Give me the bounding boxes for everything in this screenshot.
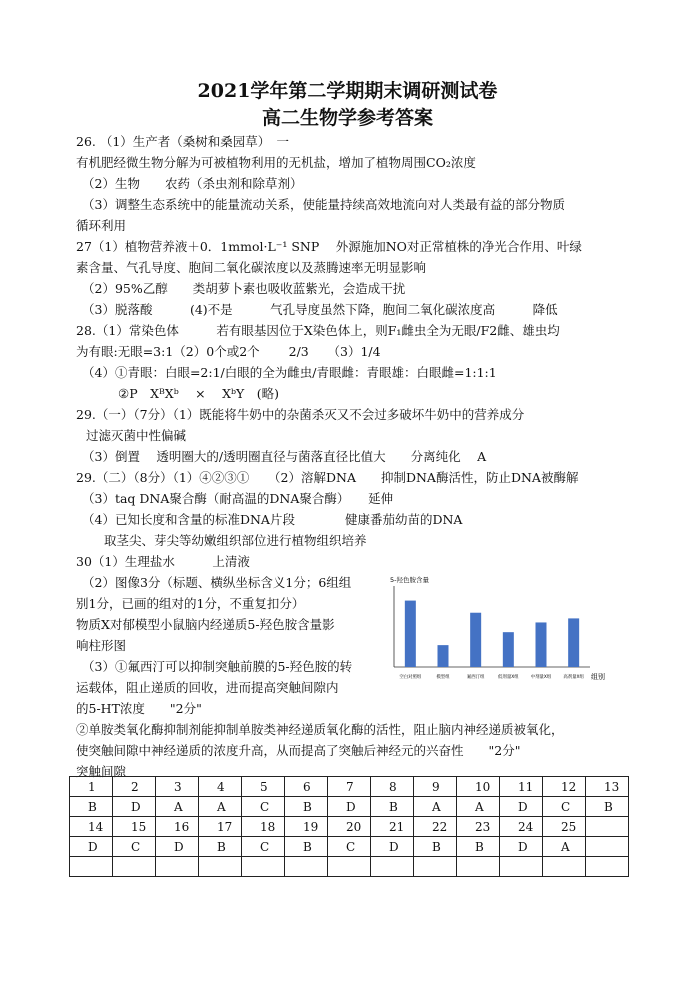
answer-cell: D <box>328 797 371 817</box>
question-number-cell: 11 <box>500 777 543 797</box>
empty-cell <box>199 857 242 877</box>
question-number-cell: 23 <box>457 817 500 837</box>
page-subtitle: 高二生物学参考答案 <box>261 107 433 129</box>
answer-cell: B <box>70 797 113 817</box>
text-line: 物质X对郁模型小鼠脑内经递质5-羟色胺含量影 <box>76 617 335 632</box>
answer-cell: D <box>70 837 113 857</box>
tick-label-0: 空白对照组 <box>399 675 422 680</box>
answer-cell: B <box>285 837 328 857</box>
text-line: 26. （1）生产者（桑树和桑园草） 一 <box>76 134 290 149</box>
answer-cell: B <box>371 797 414 817</box>
question-number-cell: 1 <box>70 777 113 797</box>
question-number-cell: 16 <box>156 817 199 837</box>
empty-cell <box>371 857 414 877</box>
text-line: 素含量、气孔导度、胞间二氧化碳浓度以及蒸腾速率无明显影响 <box>76 260 427 275</box>
question-number-cell: 25 <box>543 817 586 837</box>
question-number-cell: 14 <box>70 817 113 837</box>
bar-2 <box>470 613 481 667</box>
text-line: ②P XᴮXᵇ × XᵇY (略) <box>118 386 280 401</box>
answer-cell: C <box>242 837 285 857</box>
answer-cell: C <box>242 797 285 817</box>
text-line: （3）脱落酸 (4)不是 气孔导度虽然下降，胞间二氧化碳浓度高 降低 <box>82 302 558 317</box>
answer-cell: A <box>543 837 586 857</box>
question-number-cell: 20 <box>328 817 371 837</box>
answer-cell: A <box>414 797 457 817</box>
answer-cell: A <box>156 797 199 817</box>
question-number-cell: 6 <box>285 777 328 797</box>
answer-cell: C <box>328 837 371 857</box>
bar-3 <box>503 632 514 667</box>
answer-cell <box>586 837 629 857</box>
answer-cell: D <box>156 837 199 857</box>
answer-cell: B <box>285 797 328 817</box>
answer-table-row <box>70 817 629 837</box>
answer-cell: C <box>543 797 586 817</box>
text-line: 响柱形图 <box>76 638 127 653</box>
empty-cell <box>414 857 457 877</box>
answer-cell: A <box>457 797 500 817</box>
answer-cell: D <box>500 797 543 817</box>
text-line: 运载体，阻止递质的回收，进而提高突触间隙内 <box>76 680 339 695</box>
text-line: 别1分，已画的组对的1分，不重复扣分） <box>76 596 305 611</box>
answer-cell: A <box>199 797 242 817</box>
bar-1 <box>438 645 449 667</box>
empty-cell <box>156 857 199 877</box>
empty-cell <box>113 857 156 877</box>
answer-cell: B <box>199 837 242 857</box>
text-line: 循环利用 <box>76 218 127 233</box>
answer-cell: D <box>113 797 156 817</box>
text-line: 有机肥经微生物分解为可被植物利用的无机盐，增加了植物周围CO₂浓度 <box>76 155 476 170</box>
empty-cell <box>457 857 500 877</box>
answer-cell: B <box>586 797 629 817</box>
bar-chart <box>384 568 605 686</box>
question-number-cell <box>586 817 629 837</box>
question-number-cell: 9 <box>414 777 457 797</box>
answer-table <box>69 776 629 877</box>
empty-cell <box>328 857 371 877</box>
text-line: 突触间隙 <box>76 764 127 779</box>
question-number-cell: 18 <box>242 817 285 837</box>
answer-table-row <box>70 797 629 817</box>
text-line: ②单胺类氧化酶抑制剂能抑制单胺类神经递质氧化酶的活性，阻止脑内神经递质被氧化， <box>76 722 564 737</box>
tick-label-1: 模型组 <box>436 675 450 680</box>
tick-label-3: 低剂量X组 <box>498 675 519 680</box>
chart-title: 5-羟色胺含量 <box>390 576 429 584</box>
question-number-cell: 22 <box>414 817 457 837</box>
answer-table-row <box>70 777 629 797</box>
question-number-cell: 19 <box>285 817 328 837</box>
answer-cell: D <box>371 837 414 857</box>
text-line: 28.（1）常染色体 若有眼基因位于X染色体上，则F₁雌虫全为无眼/F2雌、雄虫均 <box>76 323 560 338</box>
chart-svg <box>384 568 605 686</box>
question-number-cell: 15 <box>113 817 156 837</box>
question-number-cell: 24 <box>500 817 543 837</box>
answer-table-row <box>70 857 629 877</box>
question-number-cell: 7 <box>328 777 371 797</box>
answer-cell: C <box>113 837 156 857</box>
question-number-cell: 21 <box>371 817 414 837</box>
question-number-cell: 10 <box>457 777 500 797</box>
tick-label-5: 高剂量X组 <box>563 675 584 680</box>
chart-xlabel: 组别 <box>591 673 605 681</box>
tick-labels-group <box>399 673 584 680</box>
answer-cell: D <box>500 837 543 857</box>
empty-cell <box>500 857 543 877</box>
page-title: 2021学年第二学期期末调研测试卷 <box>197 80 498 102</box>
question-number-cell: 8 <box>371 777 414 797</box>
text-line: （3）调整生态系统中的能量流动关系，使能量持续高效地流向对人类最有益的部分物质 <box>82 197 565 212</box>
empty-cell <box>586 857 629 877</box>
empty-cell <box>70 857 113 877</box>
question-number-cell: 3 <box>156 777 199 797</box>
text-line: 的5-HT浓度 "2分" <box>76 701 202 716</box>
bar-4 <box>536 622 547 667</box>
tick-label-4: 中剂量X组 <box>530 675 552 680</box>
text-line: 29.（一）（7分）（1）既能将牛奶中的杂菌杀灭又不会过多破坏牛奶中的营养成分 <box>76 407 525 422</box>
text-line: 过滤灭菌中性偏碱 <box>86 428 187 443</box>
question-number-cell: 17 <box>199 817 242 837</box>
question-number-cell: 2 <box>113 777 156 797</box>
question-number-cell: 5 <box>242 777 285 797</box>
text-line: 30（1）生理盐水 上清液 <box>76 554 250 569</box>
bars-group <box>405 601 579 667</box>
answer-cell: B <box>414 837 457 857</box>
text-line: （2）图像3分（标题、横纵坐标含义1分；6组组 <box>82 575 352 590</box>
text-line: （4）①青眼：白眼=2:1/白眼的全为雌虫/青眼雌：青眼雄：白眼雌=1:1:1 <box>82 365 497 380</box>
text-line: （2）95%乙醇 类胡萝卜素也吸收蓝紫光，会造成干扰 <box>82 281 406 296</box>
bar-0 <box>405 601 416 667</box>
text-line: 使突触间隙中神经递质的浓度升高，从而提高了突触后神经元的兴奋性 "2分" <box>76 743 521 758</box>
text-line: （3）taq DNA聚合酶（耐高温的DNA聚合酶） 延伸 <box>82 491 394 506</box>
empty-cell <box>242 857 285 877</box>
text-line: （3）①氟西汀可以抑制突触前膜的5-羟色胺的转 <box>82 659 353 674</box>
answer-cell: B <box>457 837 500 857</box>
text-line: （2）生物 农药（杀虫剂和除草剂） <box>82 176 303 191</box>
text-line: 为有眼:无眼=3:1（2）0个或2个 2/3 （3）1/4 <box>76 344 381 359</box>
bar-5 <box>568 618 579 667</box>
text-line: 取茎尖、芽尖等幼嫩组织部位进行植物组织培养 <box>104 533 367 548</box>
tick-label-2: 氟西汀组 <box>466 675 485 680</box>
text-line: （3）倒置 透明圈大的/透明圈直径与菌落直径比值大 分离纯化 A <box>82 449 487 464</box>
question-number-cell: 4 <box>199 777 242 797</box>
text-line: 27（1）植物营养液＋0．1mmol·L⁻¹ SNP 外源施加NO对正常植株的净光合作用、叶绿 <box>76 239 582 254</box>
empty-cell <box>285 857 328 877</box>
text-line: 29.（二）（8分）（1）④②③① （2）溶解DNA 抑制DNA酶活性，防止DNA被酶解 <box>76 470 579 485</box>
text-line: （4）已知长度和含量的标准DNA片段 健康番茄幼苗的DNA <box>82 512 463 527</box>
empty-cell <box>543 857 586 877</box>
question-number-cell: 12 <box>543 777 586 797</box>
question-number-cell: 13 <box>586 777 629 797</box>
answer-table-row <box>70 837 629 857</box>
